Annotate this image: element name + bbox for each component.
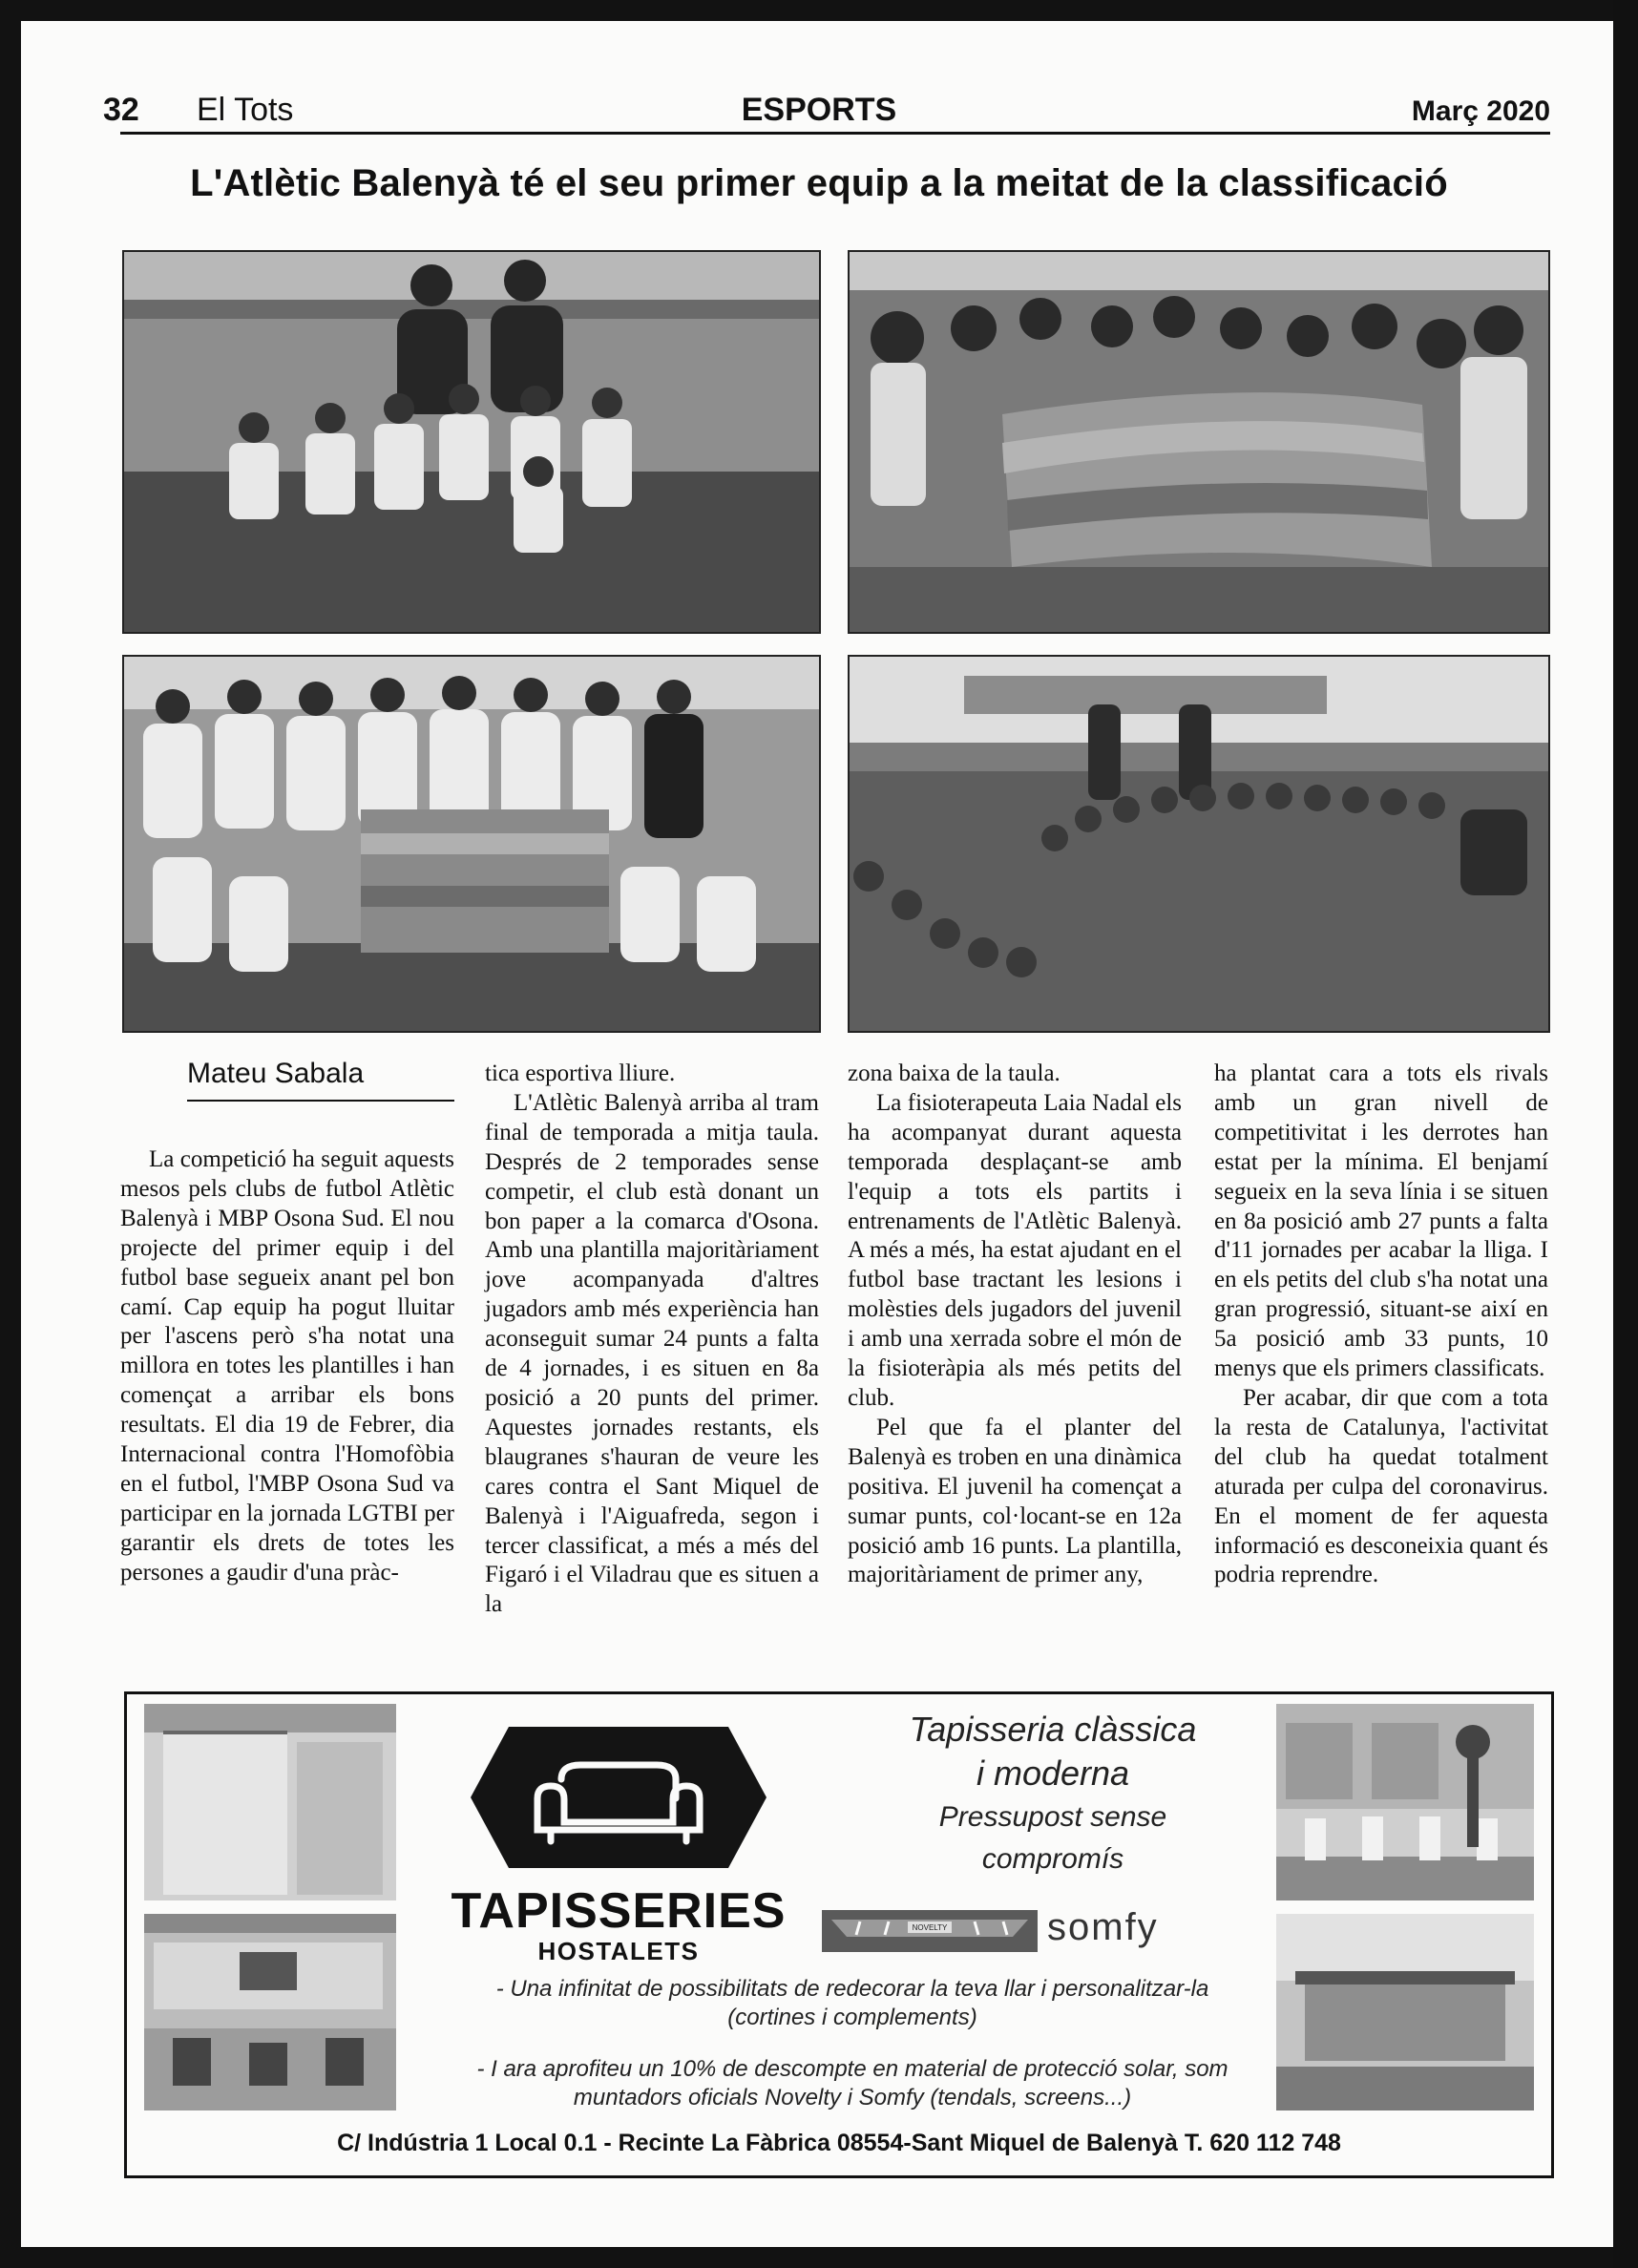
magazine-name: El Tots bbox=[197, 92, 294, 128]
photo-kids-stretching bbox=[848, 655, 1550, 1033]
ad-photo-terrace-chairs bbox=[1276, 1704, 1534, 1900]
header-rule bbox=[120, 132, 1550, 135]
paragraph: L'Atlètic Balenyà arriba al tram final de temporada a mitja taula. Després de 2 temporades sense competir, el club està donant un bon paper a la comarca d'Osona. Amb una plantilla majoritàriament jove acompanyada d'altres jugadors amb més experiència han aconseguit sumar 24 punts a falta de 4 jornades, i es situen en 8a posició a 20 punts del primer. Aquestes jornades restants, els blaugranes s'hauran de veure les cares contra el Sant Miquel de Balenyà i l'Aiguafreda, segon i tercer classificat, a més a més del Figaró i el Viladrau que es situen a la bbox=[485, 1089, 819, 1618]
issue-date: Març 2020 bbox=[1411, 95, 1550, 127]
page-number: 32 bbox=[103, 92, 139, 128]
paragraph: Pel que fa el planter del Balenyà es troben en una dinàmica positiva. El juvenil ha començat a sumar punts, col·locant-se en 12a posició amb 16 punts. La plantilla, majoritàriament de primer any, bbox=[848, 1414, 1182, 1588]
article-column-2 bbox=[485, 1060, 819, 1620]
article-column-1 bbox=[120, 1145, 454, 1588]
somfy-logo: somfy bbox=[1047, 1906, 1159, 1948]
novelty-label: NOVELTY bbox=[912, 1923, 948, 1932]
ad-text-line-2: (cortines i complements) bbox=[727, 2005, 977, 2030]
article-headline: L'Atlètic Balenyà té el seu primer equip a la meitat de la classificació bbox=[190, 162, 1448, 204]
photo-team-coaches bbox=[122, 250, 821, 634]
ad-tagline-3: Pressupost sense bbox=[938, 1801, 1167, 1833]
byline-rule bbox=[187, 1100, 454, 1102]
photo-kids-flag bbox=[848, 250, 1550, 634]
section-title: ESPORTS bbox=[741, 92, 897, 128]
ad-tagline-2: i moderna bbox=[976, 1754, 1130, 1793]
article-column-4 bbox=[1214, 1060, 1548, 1590]
paragraph: ha plantat cara a tots els rivals amb un gran nivell de competitivitat i les derrotes han estat per la mínima. El benjamí segueix en la seva línia i se situen en 8a posició amb 27 punts a falta d'11 jornades per acabar la lliga. I en els petits del club s'ha notat una gran progressió, situant-se així en 5a posició amb 33 punts, 10 menys que els primers classificats. bbox=[1214, 1060, 1548, 1382]
advertisement bbox=[124, 1691, 1554, 2178]
ad-photo-restaurant bbox=[144, 1914, 396, 2110]
article-byline: Mateu Sabala bbox=[187, 1058, 365, 1089]
ad-tagline-4: compromís bbox=[981, 1843, 1124, 1875]
ad-text-line-4: muntadors oficials Novelty i Somfy (tendals, screens...) bbox=[573, 2085, 1132, 2110]
ad-brand-name: TAPISSERIES bbox=[451, 1883, 787, 1939]
paragraph: La fisioterapeuta Laia Nadal els ha acompanyat durant aquesta temporada desplaçant-se amb l'equip a tots els partits i entrenaments de l'Atlètic Balenyà. A més a més, ha estat ajudant en el futbol base tractant les lesions i molèsties dels jugadors del juvenil i amb una xerrada sobre el món de la fisioteràpia als més petits del club. bbox=[848, 1089, 1182, 1411]
ad-text-line-3: - I ara aprofiteu un 10% de descompte en material de protecció solar, som bbox=[476, 2056, 1228, 2082]
ad-photo-pergola bbox=[1276, 1914, 1534, 2110]
ad-brand bbox=[413, 1885, 824, 1966]
paragraph: Per acabar, dir que com a tota la resta de Catalunya, l'activitat del club ha quedat totalment aturada per culpa del coronavirus. En el moment de fer aquesta informació es desconeixia quant és podria reprendre. bbox=[1214, 1384, 1548, 1588]
ad-tagline-1: Tapisseria clàssica bbox=[909, 1710, 1197, 1749]
paragraph: tica esportiva lliure. bbox=[485, 1060, 676, 1086]
ad-tagline bbox=[824, 1708, 1282, 1880]
novelty-logo bbox=[822, 1910, 1038, 1952]
paragraph: La competició ha seguit aquests mesos pels clubs de futbol Atlètic Balenyà i MBP Osona Sud. El nou projecte del primer equip i del futbol base segueix anant pel bon camí. Cap equip ha pogut lluitar per l'ascens però s'ha notat una millora en totes les plantilles i han començat a arribar els bons resultats. El dia 19 de Febrer, dia Internacional contra l'Homofòbia en el futbol, l'MBP Osona Sud va participar en la jornada LGTBI per garantir els drets de totes les persones a gaudir d'una pràc- bbox=[120, 1146, 454, 1586]
page-spine bbox=[1613, 0, 1638, 2268]
ad-photo-awning bbox=[144, 1704, 396, 1900]
ad-text-line-1: - Una infinitat de possibilitats de redecorar la teva llar i personalitzar-la bbox=[495, 1976, 1209, 2002]
sofa-logo-icon bbox=[471, 1727, 766, 1868]
paragraph: zona baixa de la taula. bbox=[848, 1060, 1060, 1086]
article-column-3 bbox=[848, 1060, 1182, 1590]
ad-brand-sub: HOSTALETS bbox=[537, 1937, 700, 1965]
photo-older-team-flag bbox=[122, 655, 821, 1033]
ad-address: C/ Indústria 1 Local 0.1 - Recinte La Fàbrica 08554-Sant Miquel de Balenyà T. 620 112 748 bbox=[337, 2130, 1341, 2156]
